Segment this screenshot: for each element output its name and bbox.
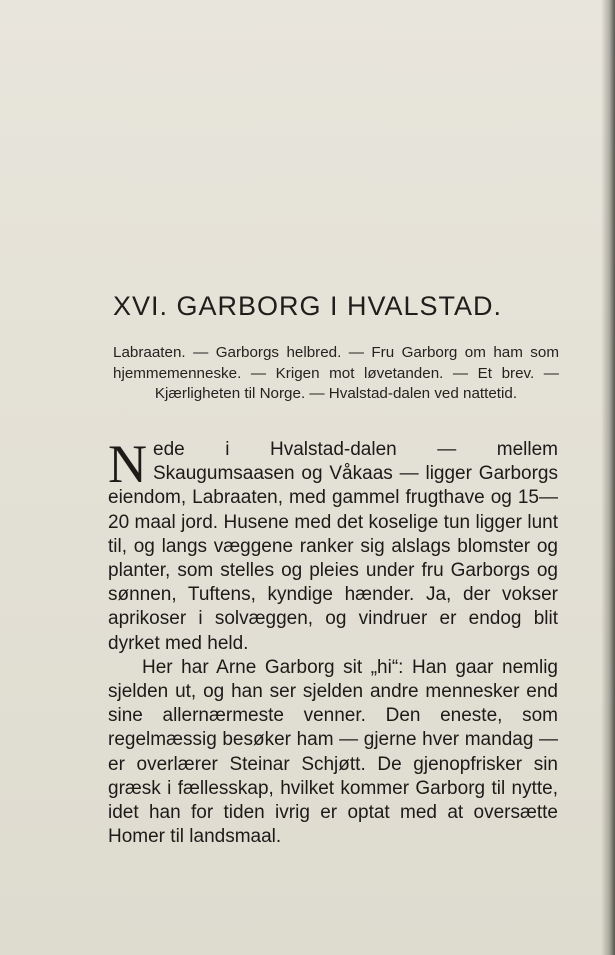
paragraph-1-text: ede i Hvalstad-dalen — mellem Skaugumsaasen og Våkaas — ligger Garborgs eiendom, Labraaten, med gammel frugthave og 15—20 maal jord. Husene med det koselige tun ligger lunt til, og langs væggene ranker sig alslags blomster og planter, som stelles og pleies under fru Garborgs og sønnen, Tuftens, kyndige hænder. Ja, der vokser aprikoser i solvæggen, og vindruer er endog blit dyrket med held. bbox=[108, 439, 558, 654]
page-edge-shadow bbox=[601, 0, 615, 955]
paragraph-2: Her har Arne Garborg sit „hi“: Han gaar nemlig sjelden ut, og han ser sjelden andre mennesker end sine allernærmeste venner. Den eneste, som regelmæssig besøker ham — gjerne hver mandag — er overlærer Steinar Schjøtt. De gjenopfrisker sin græsk i fællesskap, hvilket kommer Garborg til nytte, idet han for tiden ivrig er optat med at oversætte Homer til landsmaal. bbox=[108, 656, 558, 848]
drop-cap: N bbox=[108, 434, 147, 494]
body-text bbox=[108, 434, 558, 849]
chapter-title: XVI. GARBORG I HVALSTAD. bbox=[112, 291, 503, 321]
chapter-summary: Labraaten. — Garborgs helbred. — Fru Garborg om ham som hjemmemenneske. — Krigen mot løvetanden. — Et brev. — Kjærligheten til Norge. — Hvalstad-dalen ved nattetid. bbox=[113, 344, 559, 402]
paragraph-1 bbox=[108, 434, 558, 656]
